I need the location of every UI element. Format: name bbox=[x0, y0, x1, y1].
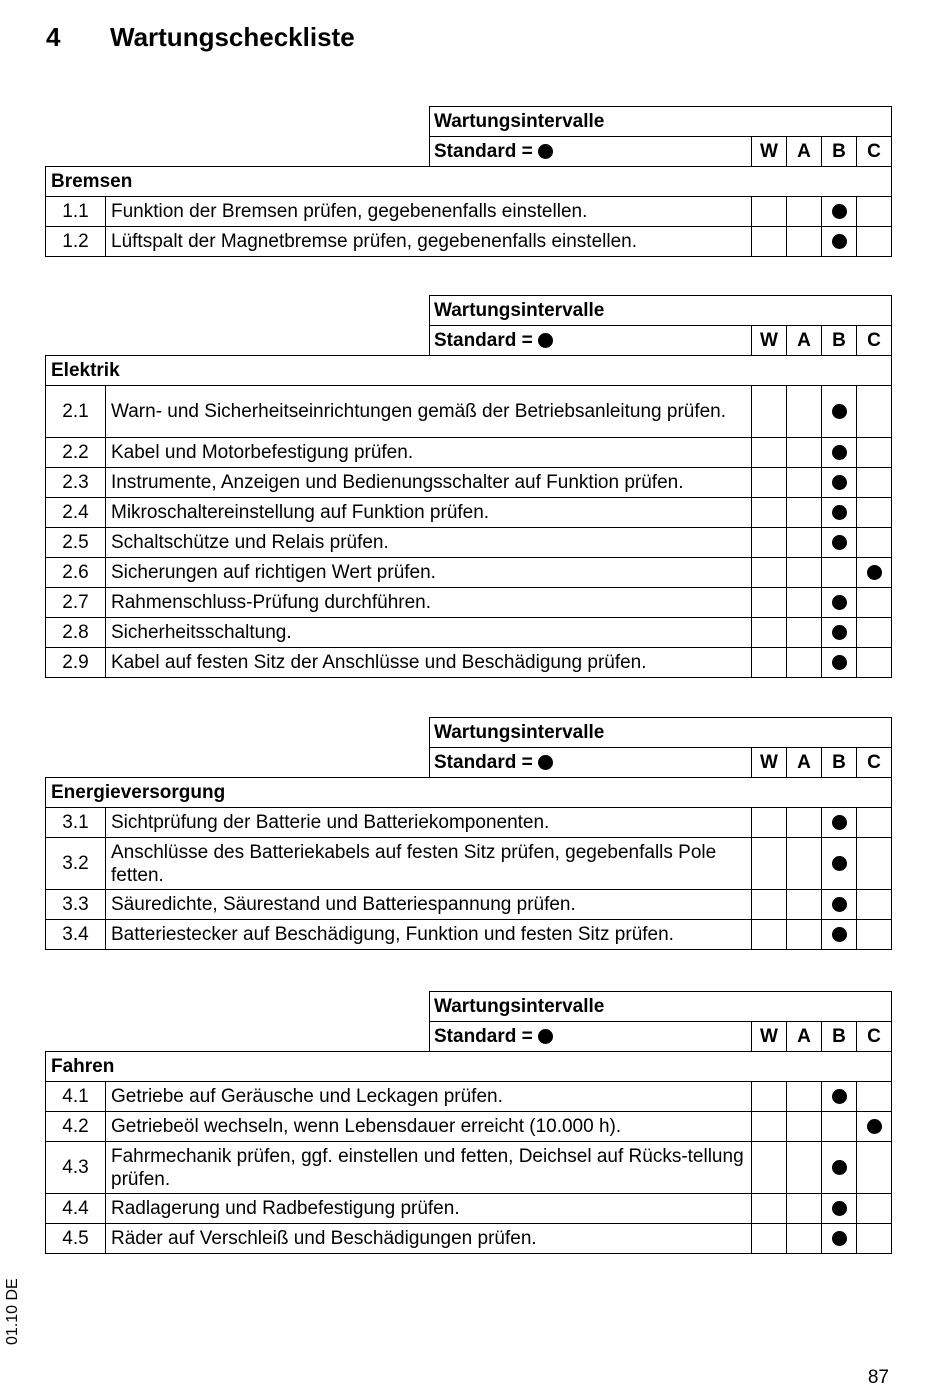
interval-cell-b bbox=[822, 558, 857, 588]
checklist-row bbox=[46, 920, 892, 950]
interval-cell-c bbox=[857, 588, 892, 618]
interval-column-a: A bbox=[787, 748, 822, 778]
interval-cell-w bbox=[752, 558, 787, 588]
interval-dot-icon bbox=[832, 1231, 847, 1246]
interval-cell-c bbox=[857, 468, 892, 498]
interval-cell-b bbox=[822, 197, 857, 227]
interval-dot-icon bbox=[832, 204, 847, 219]
interval-column-b: B bbox=[822, 137, 857, 167]
interval-cell-c bbox=[857, 618, 892, 648]
interval-cell-w bbox=[752, 498, 787, 528]
interval-cell-c bbox=[857, 227, 892, 257]
item-text: Getriebeöl wechseln, wenn Lebensdauer erreicht (10.000 h). bbox=[106, 1112, 752, 1142]
item-text: Anschlüsse des Batteriekabels auf festen Sitz prüfen, gegebenfalls Pole fetten. bbox=[106, 838, 752, 890]
standard-dot-icon bbox=[538, 1029, 553, 1044]
interval-column-a: A bbox=[787, 137, 822, 167]
standard-label: Standard = bbox=[434, 1025, 533, 1047]
interval-dot-icon bbox=[832, 404, 847, 419]
item-number: 2.7 bbox=[46, 588, 106, 618]
checklist-section bbox=[45, 106, 892, 257]
interval-cell-w bbox=[752, 1194, 787, 1224]
checklist-row bbox=[46, 618, 892, 648]
interval-cell-c bbox=[857, 1224, 892, 1254]
interval-cell-b bbox=[822, 1142, 857, 1194]
interval-cell-a bbox=[787, 197, 822, 227]
interval-cell-a bbox=[787, 838, 822, 890]
interval-dot-icon bbox=[832, 505, 847, 520]
interval-dot-icon bbox=[832, 625, 847, 640]
standard-dot-icon bbox=[538, 144, 553, 159]
standard-legend bbox=[430, 137, 752, 167]
item-text: Getriebe auf Geräusche und Leckagen prüfen. bbox=[106, 1082, 752, 1112]
item-number: 3.3 bbox=[46, 890, 106, 920]
checklist-section bbox=[45, 295, 892, 678]
interval-cell-w bbox=[752, 1224, 787, 1254]
interval-cell-w bbox=[752, 1112, 787, 1142]
checklist-row bbox=[46, 1224, 892, 1254]
interval-cell-a bbox=[787, 558, 822, 588]
item-number: 1.1 bbox=[46, 197, 106, 227]
interval-cell-a bbox=[787, 438, 822, 468]
interval-cell-a bbox=[787, 1082, 822, 1112]
interval-column-c: C bbox=[857, 137, 892, 167]
interval-column-a: A bbox=[787, 1022, 822, 1052]
interval-dot-icon bbox=[832, 1089, 847, 1104]
interval-cell-b bbox=[822, 920, 857, 950]
interval-cell-w bbox=[752, 227, 787, 257]
item-number: 3.4 bbox=[46, 920, 106, 950]
item-text: Funktion der Bremsen prüfen, gegebenenfalls einstellen. bbox=[106, 197, 752, 227]
interval-dot-icon bbox=[832, 1160, 847, 1175]
interval-cell-b bbox=[822, 528, 857, 558]
checklist-row bbox=[46, 1082, 892, 1112]
interval-dot-icon bbox=[832, 234, 847, 249]
interval-cell-c bbox=[857, 1142, 892, 1194]
intervals-label: Wartungsintervalle bbox=[430, 718, 892, 748]
interval-cell-w bbox=[752, 588, 787, 618]
checklist-row bbox=[46, 438, 892, 468]
interval-cell-a bbox=[787, 1142, 822, 1194]
interval-cell-b bbox=[822, 438, 857, 468]
interval-header bbox=[429, 717, 892, 778]
item-number: 4.2 bbox=[46, 1112, 106, 1142]
standard-dot-icon bbox=[538, 333, 553, 348]
intervals-label: Wartungsintervalle bbox=[430, 107, 892, 137]
interval-column-w: W bbox=[752, 748, 787, 778]
interval-cell-b bbox=[822, 227, 857, 257]
interval-header bbox=[429, 106, 892, 167]
item-number: 2.5 bbox=[46, 528, 106, 558]
checklist-table bbox=[45, 1051, 892, 1254]
interval-cell-c bbox=[857, 1082, 892, 1112]
checklist-section bbox=[45, 991, 892, 1254]
interval-cell-w bbox=[752, 838, 787, 890]
interval-dot-icon bbox=[832, 655, 847, 670]
item-text: Batteriestecker auf Beschädigung, Funktion und festen Sitz prüfen. bbox=[106, 920, 752, 950]
interval-cell-c bbox=[857, 1194, 892, 1224]
checklist-table bbox=[45, 166, 892, 257]
section-title: Elektrik bbox=[46, 356, 892, 386]
interval-dot-icon bbox=[867, 565, 882, 580]
interval-cell-b bbox=[822, 618, 857, 648]
checklist-section bbox=[45, 717, 892, 950]
item-number: 2.4 bbox=[46, 498, 106, 528]
item-number: 2.2 bbox=[46, 438, 106, 468]
checklist-row bbox=[46, 468, 892, 498]
interval-dot-icon bbox=[832, 927, 847, 942]
interval-cell-b bbox=[822, 808, 857, 838]
interval-cell-a bbox=[787, 1112, 822, 1142]
item-text: Warn- und Sicherheitseinrichtungen gemäß der Betriebsanleitung prüfen. bbox=[106, 386, 752, 438]
item-number: 4.5 bbox=[46, 1224, 106, 1254]
item-number: 2.6 bbox=[46, 558, 106, 588]
page-number: 87 bbox=[867, 1367, 889, 1388]
item-text: Lüftspalt der Magnetbremse prüfen, gegebenenfalls einstellen. bbox=[106, 227, 752, 257]
interval-cell-w bbox=[752, 1082, 787, 1112]
interval-cell-b bbox=[822, 648, 857, 678]
standard-label: Standard = bbox=[434, 751, 533, 773]
interval-column-c: C bbox=[857, 326, 892, 356]
section-title: Fahren bbox=[46, 1052, 892, 1082]
checklist-row bbox=[46, 558, 892, 588]
checklist-row bbox=[46, 1112, 892, 1142]
checklist-row bbox=[46, 648, 892, 678]
interval-dot-icon bbox=[832, 815, 847, 830]
interval-cell-w bbox=[752, 468, 787, 498]
standard-dot-icon bbox=[538, 755, 553, 770]
interval-cell-a bbox=[787, 468, 822, 498]
item-number: 2.9 bbox=[46, 648, 106, 678]
item-text: Säuredichte, Säurestand und Batteriespannung prüfen. bbox=[106, 890, 752, 920]
checklist-row bbox=[46, 808, 892, 838]
standard-label: Standard = bbox=[434, 140, 533, 162]
interval-cell-a bbox=[787, 808, 822, 838]
interval-cell-w bbox=[752, 920, 787, 950]
interval-cell-a bbox=[787, 890, 822, 920]
item-text: Sicherungen auf richtigen Wert prüfen. bbox=[106, 558, 752, 588]
item-text: Schaltschütze und Relais prüfen. bbox=[106, 528, 752, 558]
interval-cell-a bbox=[787, 498, 822, 528]
interval-cell-b bbox=[822, 1082, 857, 1112]
interval-column-c: C bbox=[857, 748, 892, 778]
interval-cell-b bbox=[822, 588, 857, 618]
item-text: Sicherheitsschaltung. bbox=[106, 618, 752, 648]
interval-cell-c bbox=[857, 920, 892, 950]
interval-column-b: B bbox=[822, 748, 857, 778]
interval-cell-w bbox=[752, 648, 787, 678]
interval-cell-c bbox=[857, 197, 892, 227]
interval-cell-a bbox=[787, 618, 822, 648]
item-number: 3.2 bbox=[46, 838, 106, 890]
interval-cell-a bbox=[787, 920, 822, 950]
item-text: Radlagerung und Radbefestigung prüfen. bbox=[106, 1194, 752, 1224]
checklist-row bbox=[46, 588, 892, 618]
item-number: 4.1 bbox=[46, 1082, 106, 1112]
checklist-table bbox=[45, 355, 892, 678]
item-text: Kabel auf festen Sitz der Anschlüsse und Beschädigung prüfen. bbox=[106, 648, 752, 678]
checklist-table bbox=[45, 777, 892, 950]
item-number: 2.3 bbox=[46, 468, 106, 498]
interval-cell-c bbox=[857, 838, 892, 890]
item-number: 2.8 bbox=[46, 618, 106, 648]
interval-cell-c bbox=[857, 808, 892, 838]
interval-cell-w bbox=[752, 808, 787, 838]
item-number: 2.1 bbox=[46, 386, 106, 438]
interval-cell-c bbox=[857, 890, 892, 920]
interval-cell-b bbox=[822, 1194, 857, 1224]
item-number: 4.3 bbox=[46, 1142, 106, 1194]
item-text: Sichtprüfung der Batterie und Batteriekomponenten. bbox=[106, 808, 752, 838]
interval-cell-w bbox=[752, 618, 787, 648]
interval-cell-a bbox=[787, 227, 822, 257]
interval-cell-b bbox=[822, 1224, 857, 1254]
checklist-row bbox=[46, 890, 892, 920]
interval-column-b: B bbox=[822, 326, 857, 356]
item-text: Fahrmechanik prüfen, ggf. einstellen und fetten, Deichsel auf Rücks-tellung prüfen. bbox=[106, 1142, 752, 1194]
interval-cell-c bbox=[857, 648, 892, 678]
section-title: Bremsen bbox=[46, 167, 892, 197]
interval-dot-icon bbox=[832, 595, 847, 610]
interval-dot-icon bbox=[867, 1119, 882, 1134]
interval-cell-c bbox=[857, 438, 892, 468]
interval-dot-icon bbox=[832, 897, 847, 912]
interval-cell-a bbox=[787, 528, 822, 558]
interval-cell-a bbox=[787, 386, 822, 438]
interval-dot-icon bbox=[832, 535, 847, 550]
item-number: 3.1 bbox=[46, 808, 106, 838]
interval-cell-c bbox=[857, 498, 892, 528]
interval-cell-w bbox=[752, 438, 787, 468]
interval-cell-a bbox=[787, 1224, 822, 1254]
interval-cell-c bbox=[857, 528, 892, 558]
interval-cell-b bbox=[822, 498, 857, 528]
interval-column-c: C bbox=[857, 1022, 892, 1052]
section-title: Energieversorgung bbox=[46, 778, 892, 808]
interval-column-w: W bbox=[752, 1022, 787, 1052]
chapter-heading bbox=[46, 20, 355, 54]
item-number: 1.2 bbox=[46, 227, 106, 257]
interval-dot-icon bbox=[832, 856, 847, 871]
interval-column-w: W bbox=[752, 137, 787, 167]
interval-cell-b bbox=[822, 1112, 857, 1142]
interval-column-w: W bbox=[752, 326, 787, 356]
checklist-row bbox=[46, 386, 892, 438]
chapter-number: 4 bbox=[46, 22, 61, 52]
checklist-row bbox=[46, 227, 892, 257]
interval-cell-c bbox=[857, 558, 892, 588]
item-text: Rahmenschluss-Prüfung durchführen. bbox=[106, 588, 752, 618]
checklist-row bbox=[46, 528, 892, 558]
intervals-label: Wartungsintervalle bbox=[430, 992, 892, 1022]
checklist-row bbox=[46, 498, 892, 528]
interval-cell-a bbox=[787, 648, 822, 678]
item-number: 4.4 bbox=[46, 1194, 106, 1224]
interval-dot-icon bbox=[832, 475, 847, 490]
interval-cell-w bbox=[752, 1142, 787, 1194]
standard-label: Standard = bbox=[434, 329, 533, 351]
interval-cell-a bbox=[787, 1194, 822, 1224]
interval-cell-w bbox=[752, 890, 787, 920]
interval-dot-icon bbox=[832, 1201, 847, 1216]
chapter-title: Wartungscheckliste bbox=[110, 22, 355, 52]
interval-cell-b bbox=[822, 838, 857, 890]
interval-cell-w bbox=[752, 528, 787, 558]
checklist-row bbox=[46, 1194, 892, 1224]
item-text: Instrumente, Anzeigen und Bedienungsschalter auf Funktion prüfen. bbox=[106, 468, 752, 498]
intervals-label: Wartungsintervalle bbox=[430, 296, 892, 326]
interval-cell-b bbox=[822, 386, 857, 438]
interval-cell-b bbox=[822, 890, 857, 920]
checklist-row bbox=[46, 1142, 892, 1194]
edition-label: 01.10 DE bbox=[4, 1278, 21, 1345]
interval-column-a: A bbox=[787, 326, 822, 356]
interval-header bbox=[429, 295, 892, 356]
standard-legend bbox=[430, 326, 752, 356]
interval-cell-w bbox=[752, 386, 787, 438]
interval-column-b: B bbox=[822, 1022, 857, 1052]
item-text: Mikroschaltereinstellung auf Funktion prüfen. bbox=[106, 498, 752, 528]
interval-cell-c bbox=[857, 386, 892, 438]
checklist-row bbox=[46, 838, 892, 890]
standard-legend bbox=[430, 748, 752, 778]
item-text: Kabel und Motorbefestigung prüfen. bbox=[106, 438, 752, 468]
interval-header bbox=[429, 991, 892, 1052]
interval-cell-a bbox=[787, 588, 822, 618]
interval-cell-b bbox=[822, 468, 857, 498]
interval-dot-icon bbox=[832, 445, 847, 460]
item-text: Räder auf Verschleiß und Beschädigungen prüfen. bbox=[106, 1224, 752, 1254]
interval-cell-w bbox=[752, 197, 787, 227]
interval-cell-c bbox=[857, 1112, 892, 1142]
standard-legend bbox=[430, 1022, 752, 1052]
checklist-row bbox=[46, 197, 892, 227]
